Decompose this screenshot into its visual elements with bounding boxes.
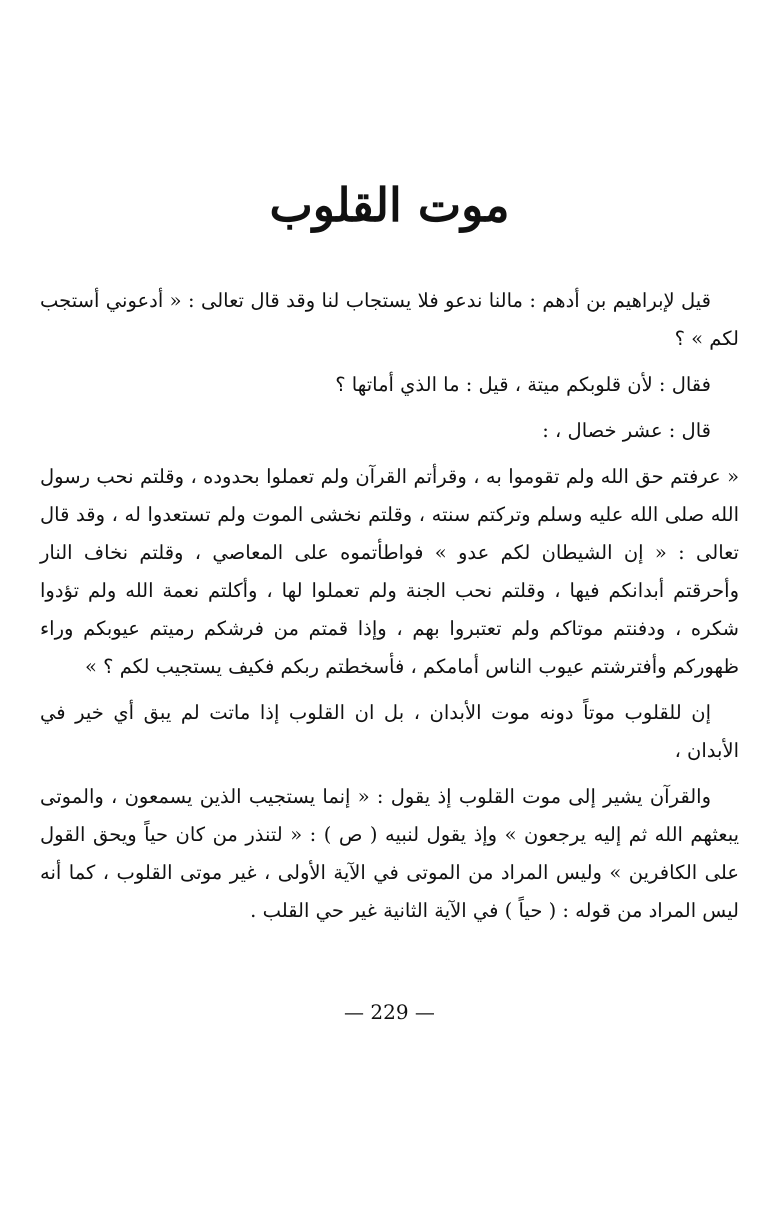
paragraph-answer: فقال : لأن قلوبكم ميتة ، قيل : ما الذي أماتها ؟: [335, 373, 711, 396]
body-text: [40, 282, 739, 938]
paragraph-death-of-hearts: إن للقلوب موتاً دونه موت الأبدان ، بل ان القلوب إذا ماتت لم يبق أي خير في الأبدان ،: [40, 701, 739, 762]
paragraph-ten-traits-intro: قال : عشر خصال ، :: [542, 419, 711, 442]
paragraph-ten-traits: « عرفتم حق الله ولم تقوموا به ، وقرأتم القرآن ولم تعملوا بحدوده ، وقلتم نحب رسول الله صلى الله عليه وسلم وتركتم سنته ، وقلتم نخشى الموت ولم تستعدوا له ، وقد قال تعالى : « إن الشيطان لكم عدو » فواطأتموه على المعاصي ، وقلتم نخاف النار وأحرقتم أبدانكم فيها ، وقلتم نحب الجنة ولم تعملوا لها ، وأكلتم نعمة الله ولم تؤدوا شكره ، ودفنتم موتاكم ولم تعتبروا بهم ، وإذا قمتم من فرشكم رميتم عيوبكم وراء ظهوركم وأفترشتم عيوب الناس أمامكم ، فأسخطتم ربكم فكيف يستجيب لكم ؟ »: [40, 465, 739, 678]
paragraph-quran-reference: والقرآن يشير إلى موت القلوب إذ يقول : « إنما يستجيب الذين يسمعون ، والموتى يبعثهم الله ثم إليه يرجعون » وإذ يقول لنبيه ( ص ) : « لتنذر من كان حياً ويحق القول على الكافرين » وليس المراد من الموتى في الآية الأولى ، غير موتى القلوب ، كما أنه ليس المراد من قوله : ( حياً ) في الآية الثانية غير حي القلب .: [40, 785, 739, 922]
paragraph-question: قيل لإبراهيم بن أدهم : مالنا ندعو فلا يستجاب لنا وقد قال تعالى : « أدعوني أستجب لكم » ؟: [40, 289, 739, 350]
chapter-title: موت القلوب: [269, 178, 510, 232]
page-number: — 229 —: [344, 1000, 435, 1024]
